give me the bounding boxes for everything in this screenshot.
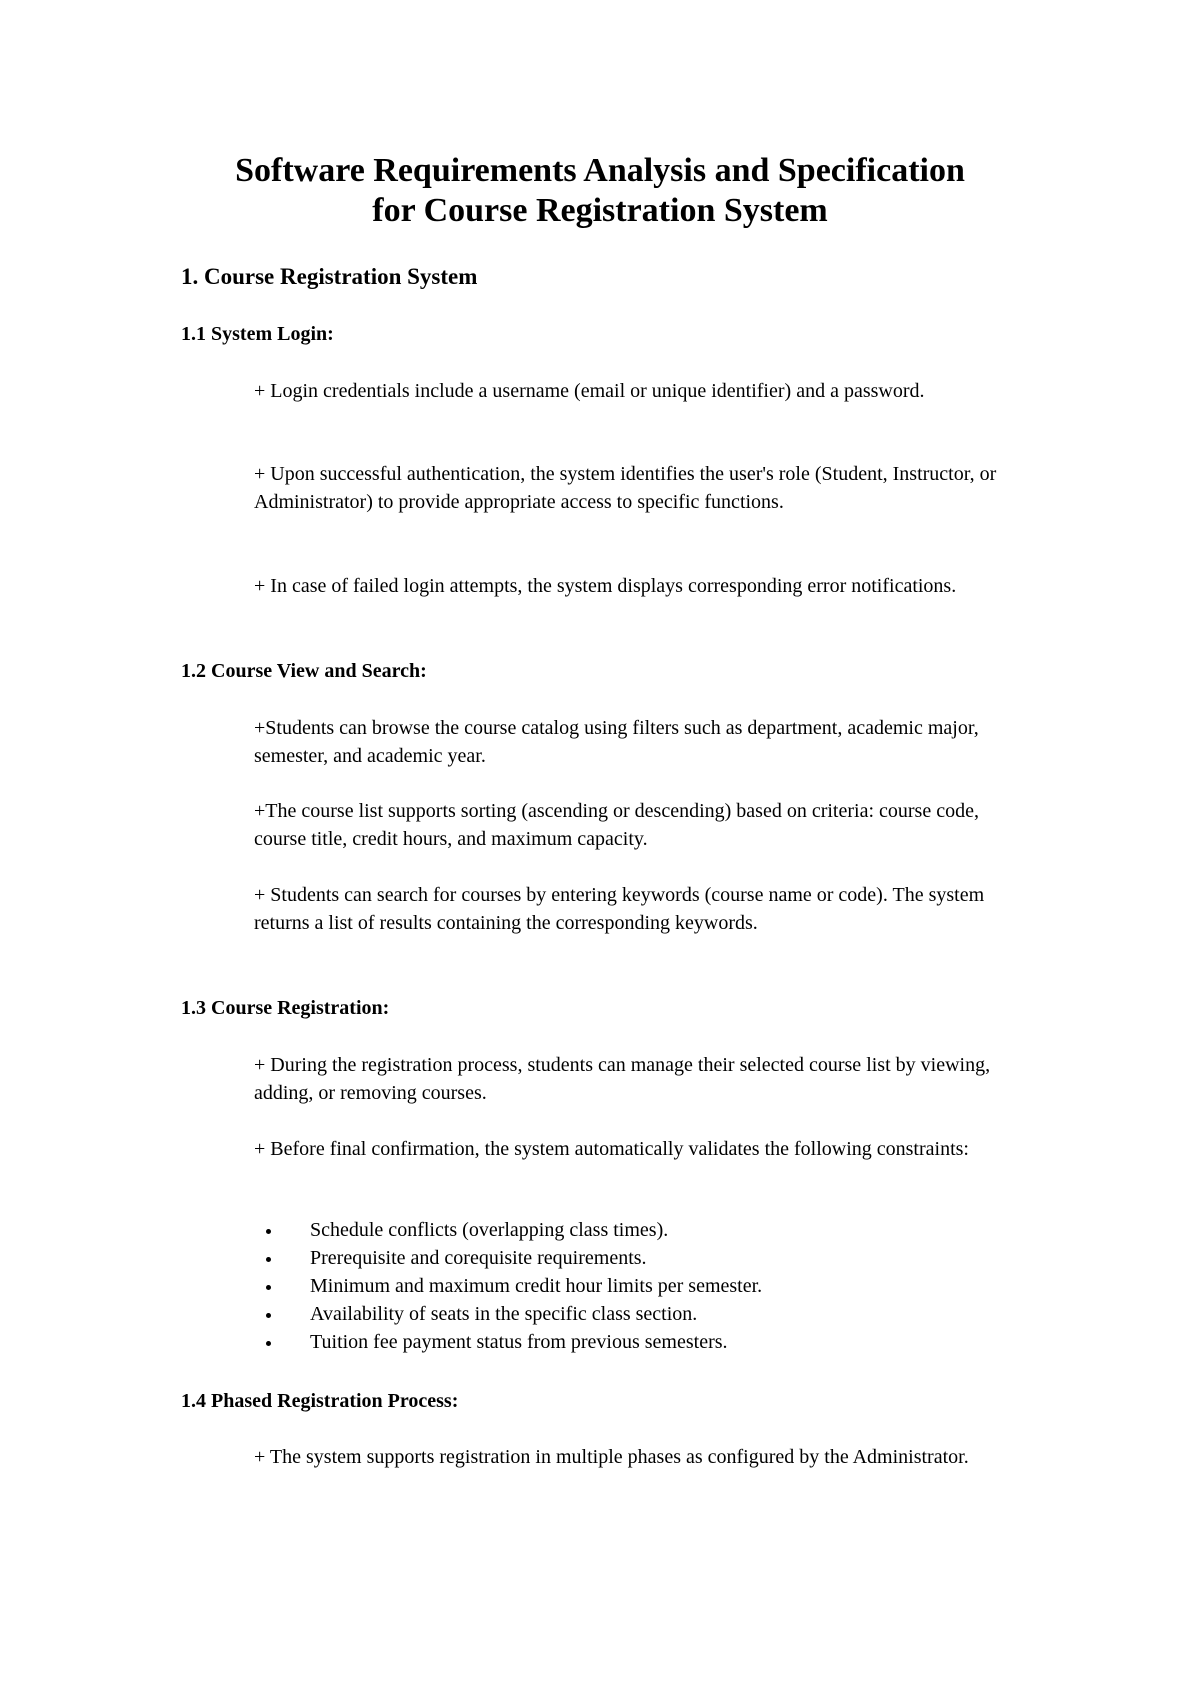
- validation-paragraph: + Before final confirmation, the system automatically validates the following constraints:: [254, 1138, 969, 1160]
- constraints-list: [254, 1216, 1014, 1356]
- list-item: [254, 1328, 1014, 1356]
- list-item-text: Tuition fee payment status from previous semesters.: [310, 1331, 728, 1353]
- list-item-text: Availability of seats in the specific class section.: [310, 1303, 698, 1325]
- browse-catalog-paragraph: +Students can browse the course catalog using filters such as department, academic major, semester, and academic year.: [254, 717, 979, 767]
- section-heading-1-2: 1.2 Course View and Search:: [181, 660, 427, 682]
- list-item: [254, 1272, 1014, 1300]
- phased-registration-paragraph: + The system supports registration in multiple phases as configured by the Administrator.: [254, 1446, 969, 1468]
- list-item: [254, 1216, 1014, 1244]
- document-title-line-2: for Course Registration System: [372, 192, 828, 229]
- list-item-text: Schedule conflicts (overlapping class times).: [310, 1219, 669, 1241]
- failed-login-paragraph: + In case of failed login attempts, the system displays corresponding error notifications.: [254, 575, 957, 597]
- list-item-text: Prerequisite and corequisite requirements.: [310, 1247, 647, 1269]
- login-credentials-paragraph: + Login credentials include a username (email or unique identifier) and a password.: [254, 380, 925, 402]
- section-heading-1: 1. Course Registration System: [181, 264, 478, 289]
- role-identification-paragraph: + Upon successful authentication, the system identifies the user's role (Student, Instructor, or Administrator) to provide appropriate access to specific functions.: [254, 463, 997, 513]
- section-heading-1-3: 1.3 Course Registration:: [181, 997, 390, 1019]
- bullet-icon: [266, 1229, 271, 1234]
- bullet-icon: [266, 1257, 271, 1262]
- bullet-icon: [266, 1341, 271, 1346]
- list-item: [254, 1244, 1014, 1272]
- document-title-line-1: Software Requirements Analysis and Specification: [235, 152, 965, 189]
- list-item-text: Minimum and maximum credit hour limits per semester.: [310, 1275, 763, 1297]
- search-paragraph: + Students can search for courses by entering keywords (course name or code). The system returns a list of results containing the corresponding keywords.: [254, 884, 985, 934]
- manage-selection-paragraph: + During the registration process, students can manage their selected course list by viewing, adding, or removing courses.: [254, 1054, 991, 1104]
- bullet-icon: [266, 1285, 271, 1290]
- list-item: [254, 1300, 1014, 1328]
- section-heading-1-4: 1.4 Phased Registration Process:: [181, 1390, 459, 1412]
- section-heading-1-1: 1.1 System Login:: [181, 323, 334, 345]
- sorting-paragraph: +The course list supports sorting (ascending or descending) based on criteria: course code, course title, credit hours, and maximum capacity.: [254, 800, 979, 850]
- bullet-icon: [266, 1313, 271, 1318]
